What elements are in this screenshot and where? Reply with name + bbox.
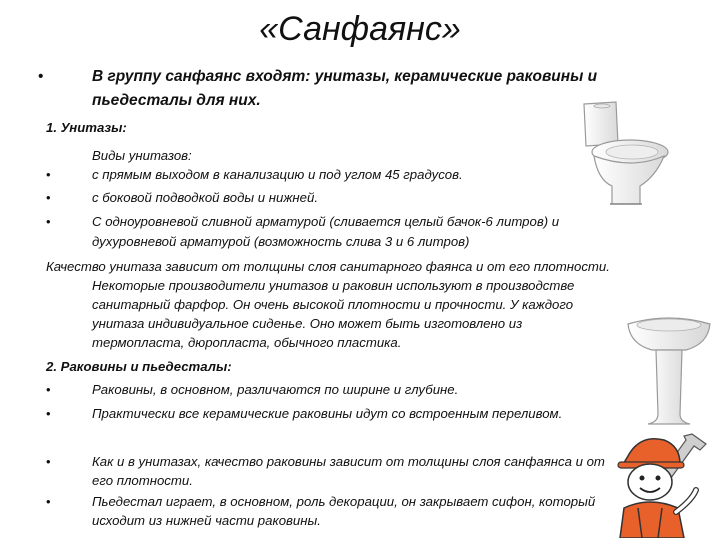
s1-paragraph-line-4: унитаза индивидуальное сиденье. Оно может быть изготовлено из: [92, 316, 523, 331]
s2-bullet-1-marker: •: [46, 382, 51, 397]
s2-bullet-3-marker: •: [46, 454, 51, 469]
sink-pedestal-icon: [624, 310, 714, 430]
page-title: «Санфаянс»: [259, 10, 461, 48]
section-1-subheading: Виды унитазов:: [92, 148, 192, 163]
s2-bullet-3-line-1: Как и в унитазах, качество раковины зависит от толщины слоя санфаянса и от: [92, 454, 605, 469]
s1-bullet-2-text: с боковой подводкой воды и нижней.: [92, 190, 318, 205]
s2-bullet-2-text: Практически все керамические раковины идут со встроенным переливом.: [92, 406, 563, 421]
s1-bullet-3-marker: •: [46, 214, 51, 229]
s1-paragraph-line-2: Некоторые производители унитазов и раковин используют в производстве: [92, 278, 575, 293]
s2-bullet-4-line-1: Пьедестал играет, в основном, роль декорации, он закрывает сифон, который: [92, 494, 596, 509]
s1-bullet-3-line-1: С одноуровневой сливной арматурой (сливается целый бачок-6 литров) и: [92, 214, 560, 229]
s1-bullet-1-text: с прямым выходом в канализацию и под углом 45 градусов.: [92, 167, 463, 182]
s1-bullet-3-line-2: духуровневой арматурой (возможность слива 3 и 6 литров): [92, 234, 470, 249]
s2-bullet-2-marker: •: [46, 406, 51, 421]
s1-bullet-1-marker: •: [46, 167, 51, 182]
intro-bullet: •: [38, 68, 44, 85]
s2-bullet-1-text: Раковины, в основном, различаются по ширине и глубине.: [92, 382, 459, 397]
s1-bullet-2-marker: •: [46, 190, 51, 205]
s2-bullet-4-line-2: исходит из нижней части раковины.: [92, 513, 321, 528]
s2-bullet-3-line-2: его плотности.: [92, 473, 193, 488]
intro-line-2: пьедесталы для них.: [92, 92, 261, 109]
toilet-icon: [572, 100, 672, 210]
section-2-heading: 2. Раковины и пьедесталы:: [46, 359, 232, 374]
s1-paragraph-line-1: Качество унитаза зависит от толщины слоя санитарного фаянса и от его плотности.: [46, 259, 610, 274]
s1-paragraph-line-3: санитарный фарфор. Он очень высокой плотности и прочности. У каждого: [92, 297, 574, 312]
intro-line-1: В группу санфаянс входят: унитазы, керамические раковины и: [92, 68, 598, 85]
section-1-heading: 1. Унитазы:: [46, 120, 127, 135]
s2-bullet-4-marker: •: [46, 494, 51, 509]
plumber-mascot-icon: [600, 430, 718, 538]
s1-paragraph-line-5: термопласта, дюропласта, обычного пластика.: [92, 335, 402, 350]
